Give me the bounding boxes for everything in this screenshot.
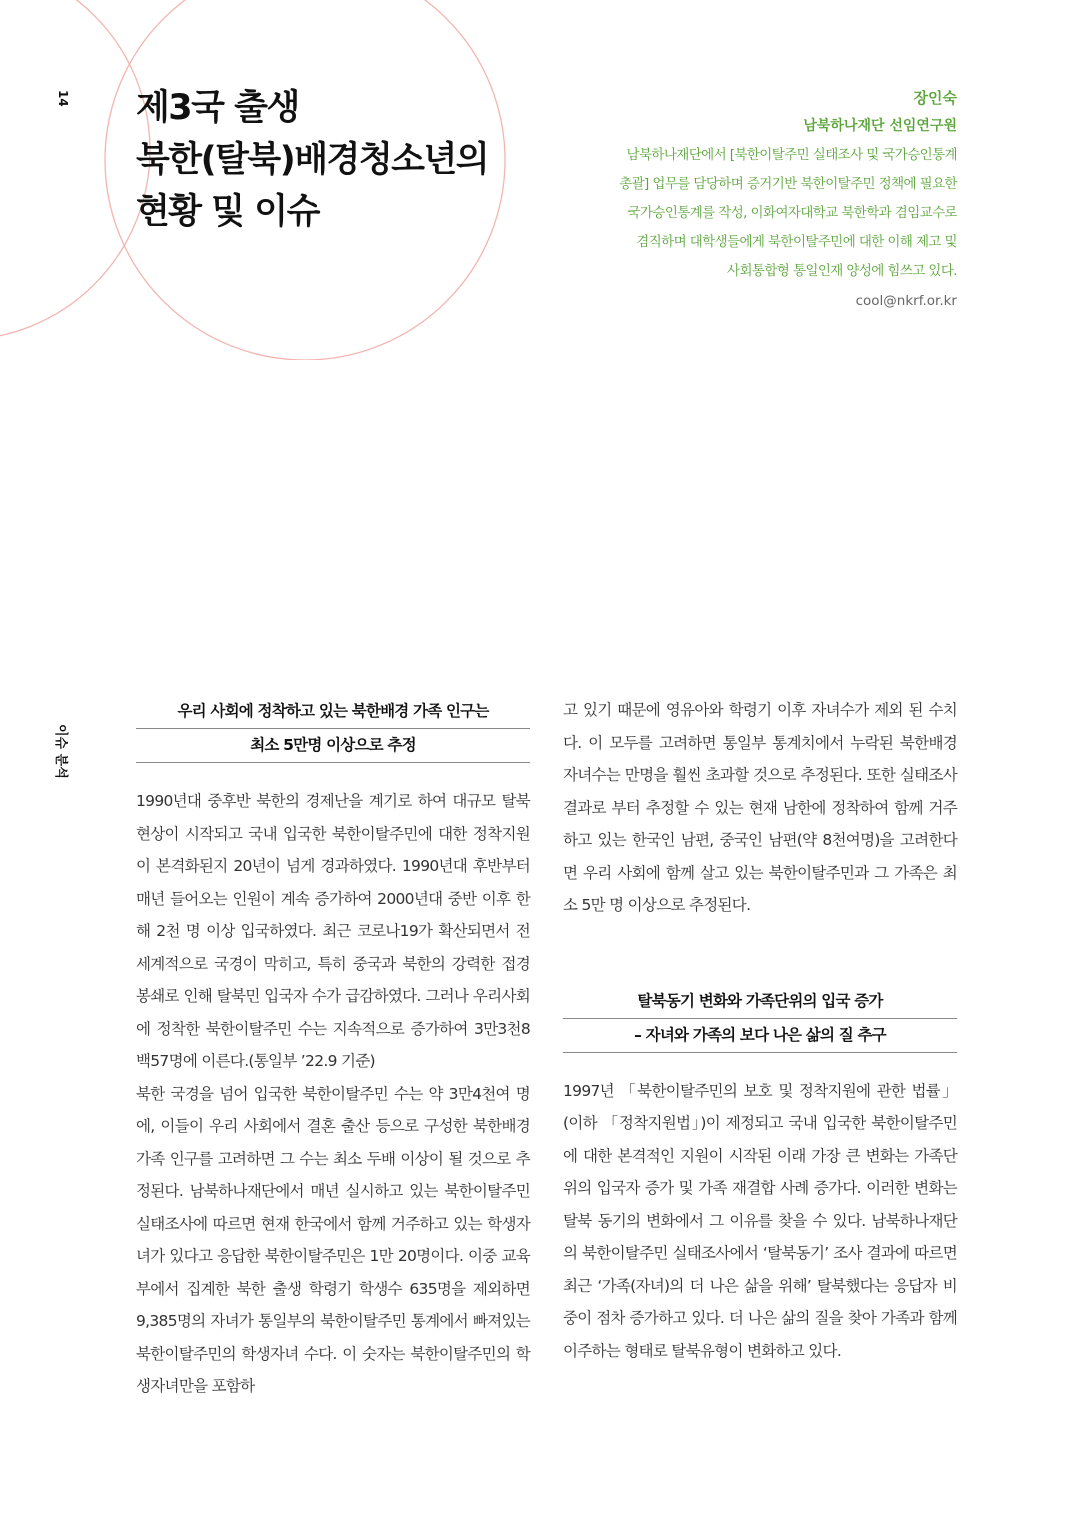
author-block [557, 84, 957, 316]
right-column [563, 694, 957, 1367]
section1-heading-line-2: 최소 5만명 이상으로 추정 [136, 729, 530, 763]
section2-heading [563, 984, 957, 1053]
section2-heading-line-2: – 자녀와 가족의 보다 나은 삶의 질 추구 [563, 1019, 957, 1053]
section1-heading-line-1: 우리 사회에 정착하고 있는 북한배경 가족 인구는 [136, 694, 530, 729]
left-circle [0, 0, 150, 340]
title-line-3: 현황 및 이슈 [136, 192, 319, 232]
section1-paragraph-1: 1990년대 중후반 북한의 경제난을 계기로 하여 대규모 탈북 현상이 시작되고 국내 입국한 북한이탈주민에 대한 정착지원이 본격화된지 20년이 넘게 경과하였다. 1990년대 후반부터 매년 들어오는 인원이 계속 증가하여 2000년대 중반 이후 한 해 2천 명 이상 입국하였다. 최근 코로나19가 확산되면서 전 세계적으로 국경이 막히고, 특히 중국과 북한의 강력한 접경 봉쇄로 인해 탈북민 입국자 수가 급감하였다. 그러나 우리사회에 정착한 북한이탈주민 수는 지속적으로 증가하여 3만3천8백57명에 이른다.(통일부 ’22.9 기준) [136, 792, 530, 1070]
section1-paragraph-3: 고 있기 때문에 영유아와 학령기 이후 자녀수가 제외 된 수치다. 이 모두를 고려하면 통일부 통계치에서 누락된 북한배경 자녀수는 만명을 훨씬 초과할 것으로 추정된다. 또한 실태조사 결과로 부터 추정할 수 있는 현재 남한에 정착하여 함께 거주하고 있는 한국인 남편, 중국인 남편(약 8천여명)을 고려한다면 우리 사회에 함께 살고 있는 북한이탈주민과 그 가족은 최소 5만 명 이상으로 추정된다. [563, 701, 957, 914]
section-side-label: 이슈 분석 [53, 724, 68, 779]
author-name: 장인숙 [913, 89, 957, 107]
page-number: 14 [56, 90, 70, 107]
left-column [136, 694, 530, 1403]
section2-paragraph-1: 1997년 「북한이탈주민의 보호 및 정착지원에 관한 법률」(이하 「정착지원법」)이 제정되고 국내 입국한 북한이탈주민에 대한 본격적인 지원이 시작된 이래 가장 큰 변화는 가족단위의 입국자 증가 및 가족 재결합 사례 증가다. 이러한 변화는 탈북 동기의 변화에서 그 이유를 찾을 수 있다. 남북하나재단의 북한이탈주민 실태조사에서 ‘탈북동기’ 조사 결과에 따르면 최근 ‘가족(자녀)의 더 나은 삶을 위해’ 탈북했다는 응답자 비중이 점차 증가하고 있다. 더 나은 삶의 질을 찾아 가족과 함께 이주하는 형태로 탈북유형이 변화하고 있다. [563, 1081, 957, 1360]
section2-heading-line-1: 탈북동기 변화와 가족단위의 입국 증가 [563, 984, 957, 1019]
title-line-2: 북한(탈북)배경청소년의 [136, 140, 489, 180]
author-email: cool@nkrf.or.kr [855, 293, 957, 309]
section1-heading [136, 694, 530, 763]
page-title [136, 82, 488, 238]
author-bio-line: 사회통합형 통일인재 양성에 힘쓰고 있다. [727, 263, 957, 279]
author-bio-line: 국가승인통계를 작성, 이화여자대학교 북한학과 겸임교수로 [627, 205, 957, 221]
author-bio-line: 총괄] 업무를 담당하며 증거기반 북한이탈주민 정책에 필요한 [619, 176, 957, 192]
author-bio-line: 겸직하며 대학생들에게 북한이탈주민에 대한 이해 제고 및 [636, 234, 957, 250]
title-line-1: 제3국 출생 [136, 88, 299, 128]
author-bio [557, 141, 957, 286]
author-bio-line: 남북하나재단에서 [북한이탈주민 실태조사 및 국가승인통계 [626, 147, 957, 163]
section1-paragraph-2: 북한 국경을 넘어 입국한 북한이탈주민 수는 약 3만4천여 명에, 이들이 우리 사회에서 결혼 출산 등으로 구성한 북한배경 가족 인구를 고려하면 그 수는 최소 두배 이상이 될 것으로 추정된다. 남북하나재단에서 매년 실시하고 있는 북한이탈주민 실태조사에 따르면 현재 한국에서 함께 거주하고 있는 학생자녀가 있다고 응답한 북한이탈주민은 1만 20명이다. 이중 교육부에서 집계한 북한 출생 학령기 학생수 635명을 제외하면 9,385명의 자녀가 통일부의 북한이탈주민 통계에서 빠져있는 북한이탈주민의 학생자녀 수다. 이 숫자는 북한이탈주민의 학생자녀만을 포함하 [136, 1084, 530, 1395]
author-position: 남북하나재단 선임연구원 [803, 118, 957, 134]
